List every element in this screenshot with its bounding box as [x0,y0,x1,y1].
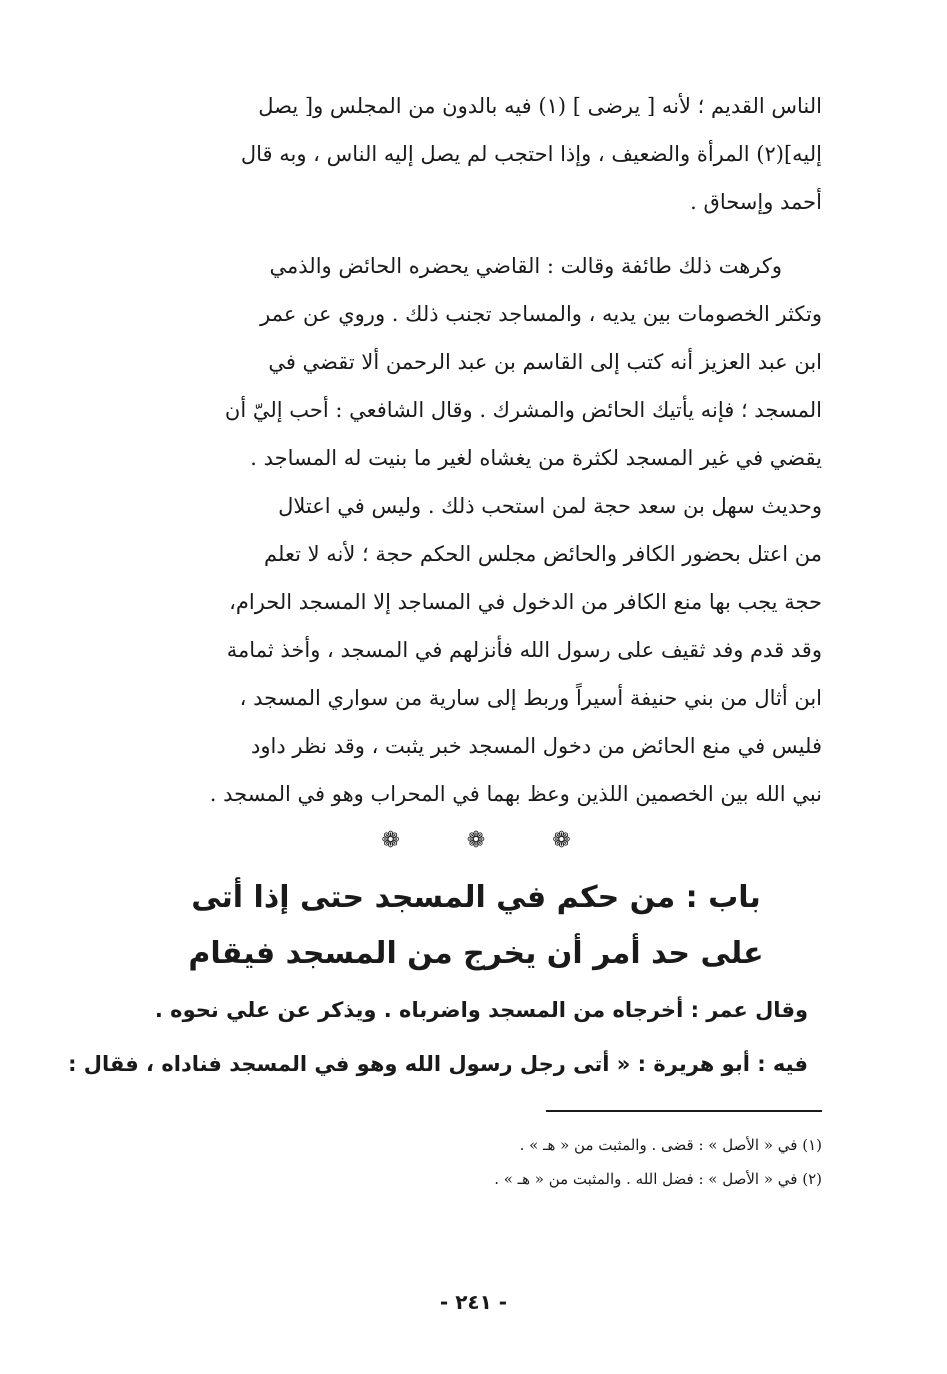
footnote-divider [546,1110,822,1112]
text-line: المسجد ؛ فإنه يأتيك الحائض والمشرك . وقال الشافعي : أحب إليّ أن [224,398,822,422]
section-separator [130,826,822,856]
quote-umar: وقال عمر : أخرجاه من المسجد واضرباه . ويذكر عن علي نحوه . [154,998,808,1022]
text-line: وتكثر الخصومات بين يديه ، والمساجد تجنب ذلك . وروي عن عمر [260,302,822,326]
text-line: حجة يجب بها منع الكافر من الدخول في المساجد إلا المسجد الحرام، [229,590,822,614]
text-line: وكرهت ذلك طائفة وقالت : القاضي يحضره الحائض والذمي [269,254,782,278]
text-line: نبي الله بين الخصمين اللذين وعظ بهما في المحراب وهو في المسجد . [209,782,822,806]
text-line: الناس القديم ؛ لأنه [ يرضى ] (١) فيه بالدون من المجلس و[ يصل [258,94,822,118]
text-line: يقضي في غير المسجد لكثرة من يغشاه لغير ما بنيت له المساجد . [250,446,822,470]
paragraph-2 [130,242,822,818]
page-number: - ٢٤١ - [439,1290,508,1314]
chapter-heading-line-2: على حد أمر أن يخرج من المسجد فيقام [188,936,764,971]
paragraph-1 [130,82,822,226]
hadith-abu-hurayra: فيه : أبو هريرة : « أتى رجل رسول الله وهو في المسجد فناداه ، فقال : [68,1052,808,1076]
chapter-heading-line-1: باب : من حكم في المسجد حتى إذا أتى [191,880,761,915]
text-line: أحمد وإسحاق . [690,190,822,214]
text-line: فليس في منع الحائض من دخول المسجد خبر يثبت ، وقد نظر داود [251,734,822,758]
ornament-star-icon: ❁ [381,828,400,853]
text-line: وحديث سهل بن سعد حجة لمن استحب ذلك . وليس في اعتلال [278,494,822,518]
ornament-star-icon: ❁ [466,828,486,853]
text-line: ابن عبد العزيز أنه كتب إلى القاسم بن عبد الرحمن ألا تقضي في [268,350,822,374]
text-line: وقد قدم وفد ثقيف على رسول الله فأنزلهم في المسجد ، وأخذ ثمامة [226,638,822,662]
ornament-star-icon: ❁ [552,828,571,853]
page-body [68,82,822,1196]
footnotes [130,1128,822,1196]
footnote-2: (٢) في « الأصل » : فضل الله . والمثبت من « هـ » . [494,1170,822,1188]
text-line: من اعتل بحضور الكافر والحائض مجلس الحكم حجة ؛ لأنه لا تعلم [264,542,822,566]
chapter-heading [130,870,822,982]
text-line: إليه](٢) المرأة والضعيف ، وإذا احتجب لم يصل إليه الناس ، وبه قال [240,142,822,166]
footnote-1: (١) في « الأصل » : قضى . والمثبت من « هـ » . [519,1136,822,1154]
text-line: ابن أثال من بني حنيفة أسيراً وربط إلى سارية من سواري المسجد ، [239,686,822,710]
